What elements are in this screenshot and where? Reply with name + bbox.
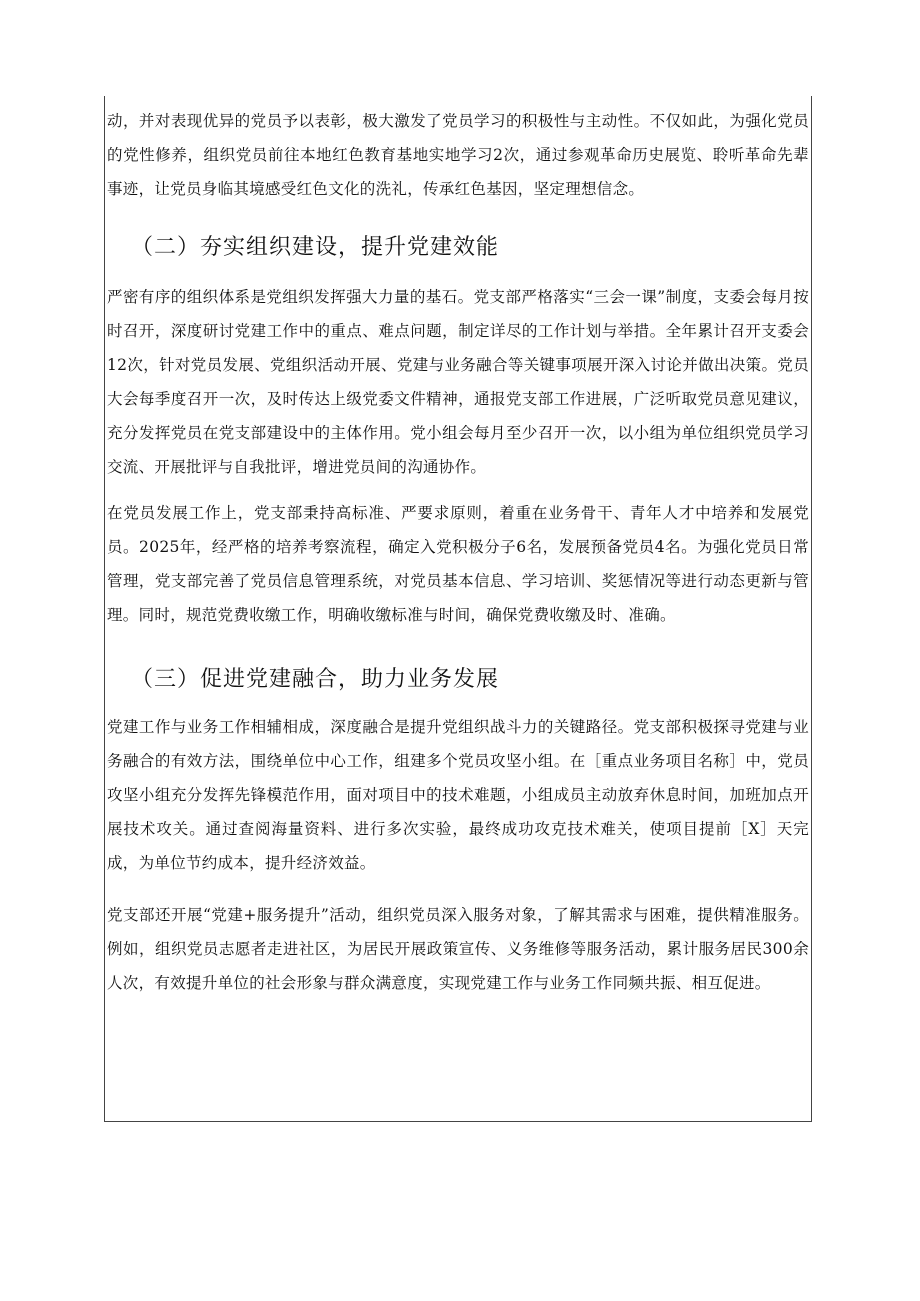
document-frame [104,96,812,1122]
section-3-heading: （三）促进党建融合，助力业务发展 [131,667,500,692]
section-2-paragraph-2: 在党员发展工作上，党支部秉持高标准、严要求原则，着重在业务骨干、青年人才中培养和发展党员。2025年，经严格的培养考察流程，确定入党积极分子6名，发展预备党员4名。为强化党员日常管理，党支部完善了党员信息管理系统，对党员基本信息、学习培训、奖惩情况等进行动态更新与管理。同时，规范党费收缴工作，明确收缴标准与时间，确保党费收缴及时、准确。 [107,504,809,624]
section-3-paragraph-1: 党建工作与业务工作相辅相成，深度融合是提升党组织战斗力的关键路径。党支部积极探寻党建与业务融合的有效方法，围绕单位中心工作，组建多个党员攻坚小组。在［重点业务项目名称］中，党员攻坚小组充分发挥先锋模范作用，面对项目中的技术难题，小组成员主动放弃休息时间，加班加点开展技术攻关。通过查阅海量资料、进行多次实验，最终成功攻克技术难关，使项目提前［X］天完成，为单位节约成本，提升经济效益。 [107,718,809,872]
section-2-paragraph-1: 严密有序的组织体系是党组织发挥强大力量的基石。党支部严格落实“三会一课”制度，支委会每月按时召开，深度研讨党建工作中的重点、难点问题，制定详尽的工作计划与举措。全年累计召开支委会12次，针对党员发展、党组织活动开展、党建与业务融合等关键事项展开深入讨论并做出决策。党员大会每季度召开一次，及时传达上级党委文件精神，通报党支部工作进展，广泛听取党员意见建议，充分发挥党员在党支部建设中的主体作用。党小组会每月至少召开一次，以小组为单位组织党员学习交流、开展批评与自我批评，增进党员间的沟通协作。 [107,288,809,476]
section-2-heading: （二）夯实组织建设，提升党建效能 [131,235,500,260]
section-3-paragraph-2: 党支部还开展“党建+服务提升”活动，组织党员深入服务对象，了解其需求与困难，提供精准服务。例如，组织党员志愿者走进社区，为居民开展政策宣传、义务维修等服务活动，累计服务居民300余人次，有效提升单位的社会形象与群众满意度，实现党建工作与业务工作同频共振、相互促进。 [107,906,809,992]
document-content [107,96,809,1000]
intro-paragraph: 动，并对表现优异的党员予以表彰，极大激发了党员学习的积极性与主动性。不仅如此，为强化党员的党性修养，组织党员前往本地红色教育基地实地学习2次，通过参观革命历史展览、聆听革命先辈事迹，让党员身临其境感受红色文化的洗礼，传承红色基因，坚定理想信念。 [107,112,809,198]
